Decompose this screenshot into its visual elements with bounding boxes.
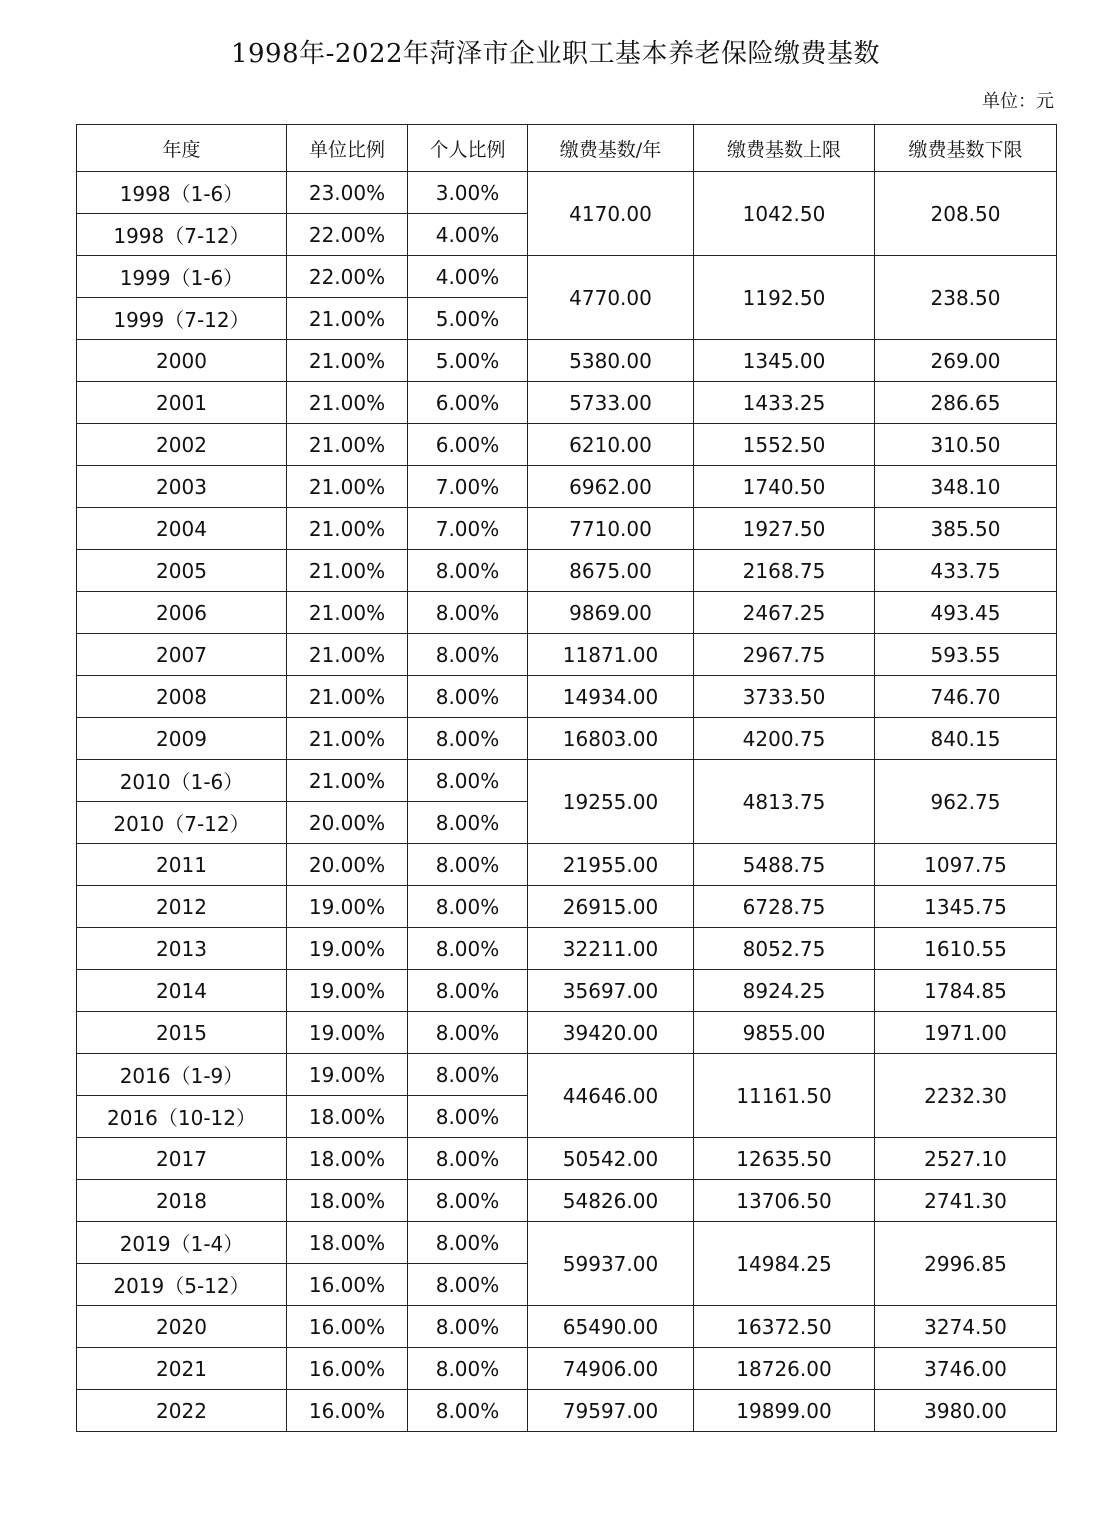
- table-row: [77, 1348, 1057, 1390]
- base-upper-cell: 1433.25: [694, 382, 875, 424]
- unit-rate-cell: 18.00%: [287, 1180, 408, 1222]
- base-upper-cell: 1740.50: [694, 466, 875, 508]
- base-upper-cell: 1042.50: [694, 172, 875, 256]
- year-cell: 2007: [77, 634, 287, 676]
- base-per-year-cell: 26915.00: [528, 886, 694, 928]
- table-row: [77, 844, 1057, 886]
- year-cell: 2021: [77, 1348, 287, 1390]
- base-lower-cell: 269.00: [875, 340, 1057, 382]
- unit-rate-cell: 21.00%: [287, 676, 408, 718]
- base-per-year-cell: 14934.00: [528, 676, 694, 718]
- unit-rate-cell: 21.00%: [287, 634, 408, 676]
- table-row: [77, 886, 1057, 928]
- base-lower-cell: 385.50: [875, 508, 1057, 550]
- year-cell: 2022: [77, 1390, 287, 1432]
- personal-rate-cell: 8.00%: [408, 1180, 528, 1222]
- table-row: [77, 970, 1057, 1012]
- year-cell: 2010（1-6）: [77, 760, 287, 802]
- year-cell: 2019（1-4）: [77, 1222, 287, 1264]
- unit-rate-cell: 21.00%: [287, 718, 408, 760]
- unit-rate-cell: 16.00%: [287, 1348, 408, 1390]
- unit-rate-cell: 16.00%: [287, 1264, 408, 1306]
- base-per-year-cell: 8675.00: [528, 550, 694, 592]
- personal-rate-cell: 8.00%: [408, 1306, 528, 1348]
- base-upper-cell: 8052.75: [694, 928, 875, 970]
- base-per-year-cell: 32211.00: [528, 928, 694, 970]
- personal-rate-cell: 6.00%: [408, 382, 528, 424]
- year-cell: 2018: [77, 1180, 287, 1222]
- base-lower-cell: 2527.10: [875, 1138, 1057, 1180]
- base-lower-cell: 286.65: [875, 382, 1057, 424]
- year-cell: 2013: [77, 928, 287, 970]
- base-upper-cell: 8924.25: [694, 970, 875, 1012]
- personal-rate-cell: 8.00%: [408, 802, 528, 844]
- unit-rate-cell: 19.00%: [287, 1054, 408, 1096]
- personal-rate-cell: 8.00%: [408, 550, 528, 592]
- personal-rate-cell: 8.00%: [408, 1348, 528, 1390]
- base-lower-cell: 2996.85: [875, 1222, 1057, 1306]
- page-title: 1998年-2022年菏泽市企业职工基本养老保险缴费基数: [230, 39, 881, 69]
- table-row: [77, 1222, 1057, 1264]
- personal-rate-cell: 4.00%: [408, 256, 528, 298]
- unit-rate-cell: 20.00%: [287, 802, 408, 844]
- base-lower-cell: 310.50: [875, 424, 1057, 466]
- base-upper-cell: 4813.75: [694, 760, 875, 844]
- year-cell: 2016（1-9）: [77, 1054, 287, 1096]
- year-cell: 2006: [77, 592, 287, 634]
- table-row: [77, 424, 1057, 466]
- unit-rate-cell: 23.00%: [287, 172, 408, 214]
- base-upper-cell: 13706.50: [694, 1180, 875, 1222]
- year-cell: 2017: [77, 1138, 287, 1180]
- base-per-year-cell: 59937.00: [528, 1222, 694, 1306]
- table-body: [77, 172, 1057, 1432]
- base-per-year-cell: 21955.00: [528, 844, 694, 886]
- base-per-year-cell: 19255.00: [528, 760, 694, 844]
- base-lower-cell: 1971.00: [875, 1012, 1057, 1054]
- header-base-lower: 缴费基数下限: [875, 125, 1057, 172]
- base-upper-cell: 18726.00: [694, 1348, 875, 1390]
- header-base-per-year: 缴费基数/年: [528, 125, 694, 172]
- personal-rate-cell: 8.00%: [408, 718, 528, 760]
- personal-rate-cell: 8.00%: [408, 760, 528, 802]
- table-row: [77, 760, 1057, 802]
- base-lower-cell: 493.45: [875, 592, 1057, 634]
- base-lower-cell: 2232.30: [875, 1054, 1057, 1138]
- unit-rate-cell: 19.00%: [287, 928, 408, 970]
- year-cell: 1999（7-12）: [77, 298, 287, 340]
- base-per-year-cell: 74906.00: [528, 1348, 694, 1390]
- base-per-year-cell: 5380.00: [528, 340, 694, 382]
- table-row: [77, 1306, 1057, 1348]
- unit-note: 单位：元: [982, 91, 1054, 112]
- year-cell: 2014: [77, 970, 287, 1012]
- base-lower-cell: 1345.75: [875, 886, 1057, 928]
- base-upper-cell: 19899.00: [694, 1390, 875, 1432]
- year-cell: 2005: [77, 550, 287, 592]
- personal-rate-cell: 7.00%: [408, 508, 528, 550]
- base-per-year-cell: 4170.00: [528, 172, 694, 256]
- base-per-year-cell: 35697.00: [528, 970, 694, 1012]
- personal-rate-cell: 8.00%: [408, 1096, 528, 1138]
- unit-rate-cell: 18.00%: [287, 1138, 408, 1180]
- header-unit-rate: 单位比例: [287, 125, 408, 172]
- base-lower-cell: 2741.30: [875, 1180, 1057, 1222]
- personal-rate-cell: 6.00%: [408, 424, 528, 466]
- base-upper-cell: 1927.50: [694, 508, 875, 550]
- year-cell: 2012: [77, 886, 287, 928]
- base-per-year-cell: 7710.00: [528, 508, 694, 550]
- year-cell: 1998（1-6）: [77, 172, 287, 214]
- personal-rate-cell: 5.00%: [408, 340, 528, 382]
- personal-rate-cell: 4.00%: [408, 214, 528, 256]
- year-cell: 2010（7-12）: [77, 802, 287, 844]
- base-lower-cell: 962.75: [875, 760, 1057, 844]
- base-lower-cell: 208.50: [875, 172, 1057, 256]
- table-header-row: [77, 125, 1057, 172]
- table-row: [77, 340, 1057, 382]
- personal-rate-cell: 5.00%: [408, 298, 528, 340]
- base-lower-cell: 3274.50: [875, 1306, 1057, 1348]
- base-upper-cell: 16372.50: [694, 1306, 875, 1348]
- base-lower-cell: 840.15: [875, 718, 1057, 760]
- base-per-year-cell: 5733.00: [528, 382, 694, 424]
- base-lower-cell: 1097.75: [875, 844, 1057, 886]
- unit-rate-cell: 19.00%: [287, 1012, 408, 1054]
- unit-rate-cell: 21.00%: [287, 382, 408, 424]
- base-lower-cell: 238.50: [875, 256, 1057, 340]
- base-upper-cell: 2467.25: [694, 592, 875, 634]
- table-row: [77, 1180, 1057, 1222]
- year-cell: 2004: [77, 508, 287, 550]
- unit-rate-cell: 21.00%: [287, 760, 408, 802]
- base-per-year-cell: 6962.00: [528, 466, 694, 508]
- personal-rate-cell: 8.00%: [408, 592, 528, 634]
- table-row: [77, 676, 1057, 718]
- base-lower-cell: 3980.00: [875, 1390, 1057, 1432]
- base-upper-cell: 2967.75: [694, 634, 875, 676]
- unit-rate-cell: 21.00%: [287, 592, 408, 634]
- year-cell: 1998（7-12）: [77, 214, 287, 256]
- year-cell: 2011: [77, 844, 287, 886]
- personal-rate-cell: 8.00%: [408, 676, 528, 718]
- personal-rate-cell: 8.00%: [408, 928, 528, 970]
- base-upper-cell: 3733.50: [694, 676, 875, 718]
- unit-rate-cell: 16.00%: [287, 1390, 408, 1432]
- year-cell: 2016（10-12）: [77, 1096, 287, 1138]
- base-lower-cell: 348.10: [875, 466, 1057, 508]
- year-cell: 2003: [77, 466, 287, 508]
- base-lower-cell: 593.55: [875, 634, 1057, 676]
- base-upper-cell: 1552.50: [694, 424, 875, 466]
- table-row: [77, 1054, 1057, 1096]
- table-row: [77, 928, 1057, 970]
- base-per-year-cell: 54826.00: [528, 1180, 694, 1222]
- base-per-year-cell: 16803.00: [528, 718, 694, 760]
- base-per-year-cell: 4770.00: [528, 256, 694, 340]
- base-per-year-cell: 11871.00: [528, 634, 694, 676]
- contribution-base-table: [76, 124, 1057, 1432]
- unit-rate-cell: 21.00%: [287, 466, 408, 508]
- unit-rate-cell: 22.00%: [287, 256, 408, 298]
- unit-rate-cell: 16.00%: [287, 1306, 408, 1348]
- personal-rate-cell: 8.00%: [408, 634, 528, 676]
- base-upper-cell: 12635.50: [694, 1138, 875, 1180]
- base-lower-cell: 746.70: [875, 676, 1057, 718]
- table-row: [77, 1138, 1057, 1180]
- table-row: [77, 256, 1057, 298]
- base-upper-cell: 6728.75: [694, 886, 875, 928]
- header-personal-rate: 个人比例: [408, 125, 528, 172]
- base-upper-cell: 14984.25: [694, 1222, 875, 1306]
- base-per-year-cell: 79597.00: [528, 1390, 694, 1432]
- year-cell: 2000: [77, 340, 287, 382]
- personal-rate-cell: 8.00%: [408, 970, 528, 1012]
- personal-rate-cell: 3.00%: [408, 172, 528, 214]
- base-per-year-cell: 6210.00: [528, 424, 694, 466]
- personal-rate-cell: 8.00%: [408, 1012, 528, 1054]
- unit-rate-cell: 18.00%: [287, 1222, 408, 1264]
- personal-rate-cell: 7.00%: [408, 466, 528, 508]
- year-cell: 2015: [77, 1012, 287, 1054]
- year-cell: 2009: [77, 718, 287, 760]
- base-upper-cell: 9855.00: [694, 1012, 875, 1054]
- base-upper-cell: 11161.50: [694, 1054, 875, 1138]
- table-row: [77, 172, 1057, 214]
- base-per-year-cell: 44646.00: [528, 1054, 694, 1138]
- base-per-year-cell: 9869.00: [528, 592, 694, 634]
- base-upper-cell: 2168.75: [694, 550, 875, 592]
- year-cell: 2002: [77, 424, 287, 466]
- base-upper-cell: 1345.00: [694, 340, 875, 382]
- table-row: [77, 466, 1057, 508]
- personal-rate-cell: 8.00%: [408, 1390, 528, 1432]
- unit-rate-cell: 21.00%: [287, 508, 408, 550]
- unit-rate-cell: 21.00%: [287, 340, 408, 382]
- unit-rate-cell: 19.00%: [287, 970, 408, 1012]
- base-lower-cell: 1610.55: [875, 928, 1057, 970]
- table-row: [77, 592, 1057, 634]
- base-lower-cell: 433.75: [875, 550, 1057, 592]
- table-row: [77, 1012, 1057, 1054]
- base-per-year-cell: 39420.00: [528, 1012, 694, 1054]
- unit-rate-cell: 19.00%: [287, 886, 408, 928]
- personal-rate-cell: 8.00%: [408, 1054, 528, 1096]
- unit-rate-cell: 21.00%: [287, 298, 408, 340]
- table-row: [77, 382, 1057, 424]
- unit-rate-cell: 20.00%: [287, 844, 408, 886]
- unit-rate-cell: 21.00%: [287, 550, 408, 592]
- base-lower-cell: 1784.85: [875, 970, 1057, 1012]
- table-row: [77, 718, 1057, 760]
- personal-rate-cell: 8.00%: [408, 886, 528, 928]
- base-upper-cell: 1192.50: [694, 256, 875, 340]
- personal-rate-cell: 8.00%: [408, 1222, 528, 1264]
- header-year: 年度: [77, 125, 287, 172]
- base-per-year-cell: 65490.00: [528, 1306, 694, 1348]
- year-cell: 2019（5-12）: [77, 1264, 287, 1306]
- table-row: [77, 508, 1057, 550]
- table-row: [77, 550, 1057, 592]
- table-row: [77, 634, 1057, 676]
- base-lower-cell: 3746.00: [875, 1348, 1057, 1390]
- unit-rate-cell: 21.00%: [287, 424, 408, 466]
- year-cell: 2008: [77, 676, 287, 718]
- personal-rate-cell: 8.00%: [408, 1138, 528, 1180]
- personal-rate-cell: 8.00%: [408, 844, 528, 886]
- base-upper-cell: 5488.75: [694, 844, 875, 886]
- year-cell: 1999（1-6）: [77, 256, 287, 298]
- year-cell: 2020: [77, 1306, 287, 1348]
- unit-rate-cell: 22.00%: [287, 214, 408, 256]
- header-base-upper: 缴费基数上限: [694, 125, 875, 172]
- base-per-year-cell: 50542.00: [528, 1138, 694, 1180]
- personal-rate-cell: 8.00%: [408, 1264, 528, 1306]
- year-cell: 2001: [77, 382, 287, 424]
- unit-rate-cell: 18.00%: [287, 1096, 408, 1138]
- table-row: [77, 1390, 1057, 1432]
- base-upper-cell: 4200.75: [694, 718, 875, 760]
